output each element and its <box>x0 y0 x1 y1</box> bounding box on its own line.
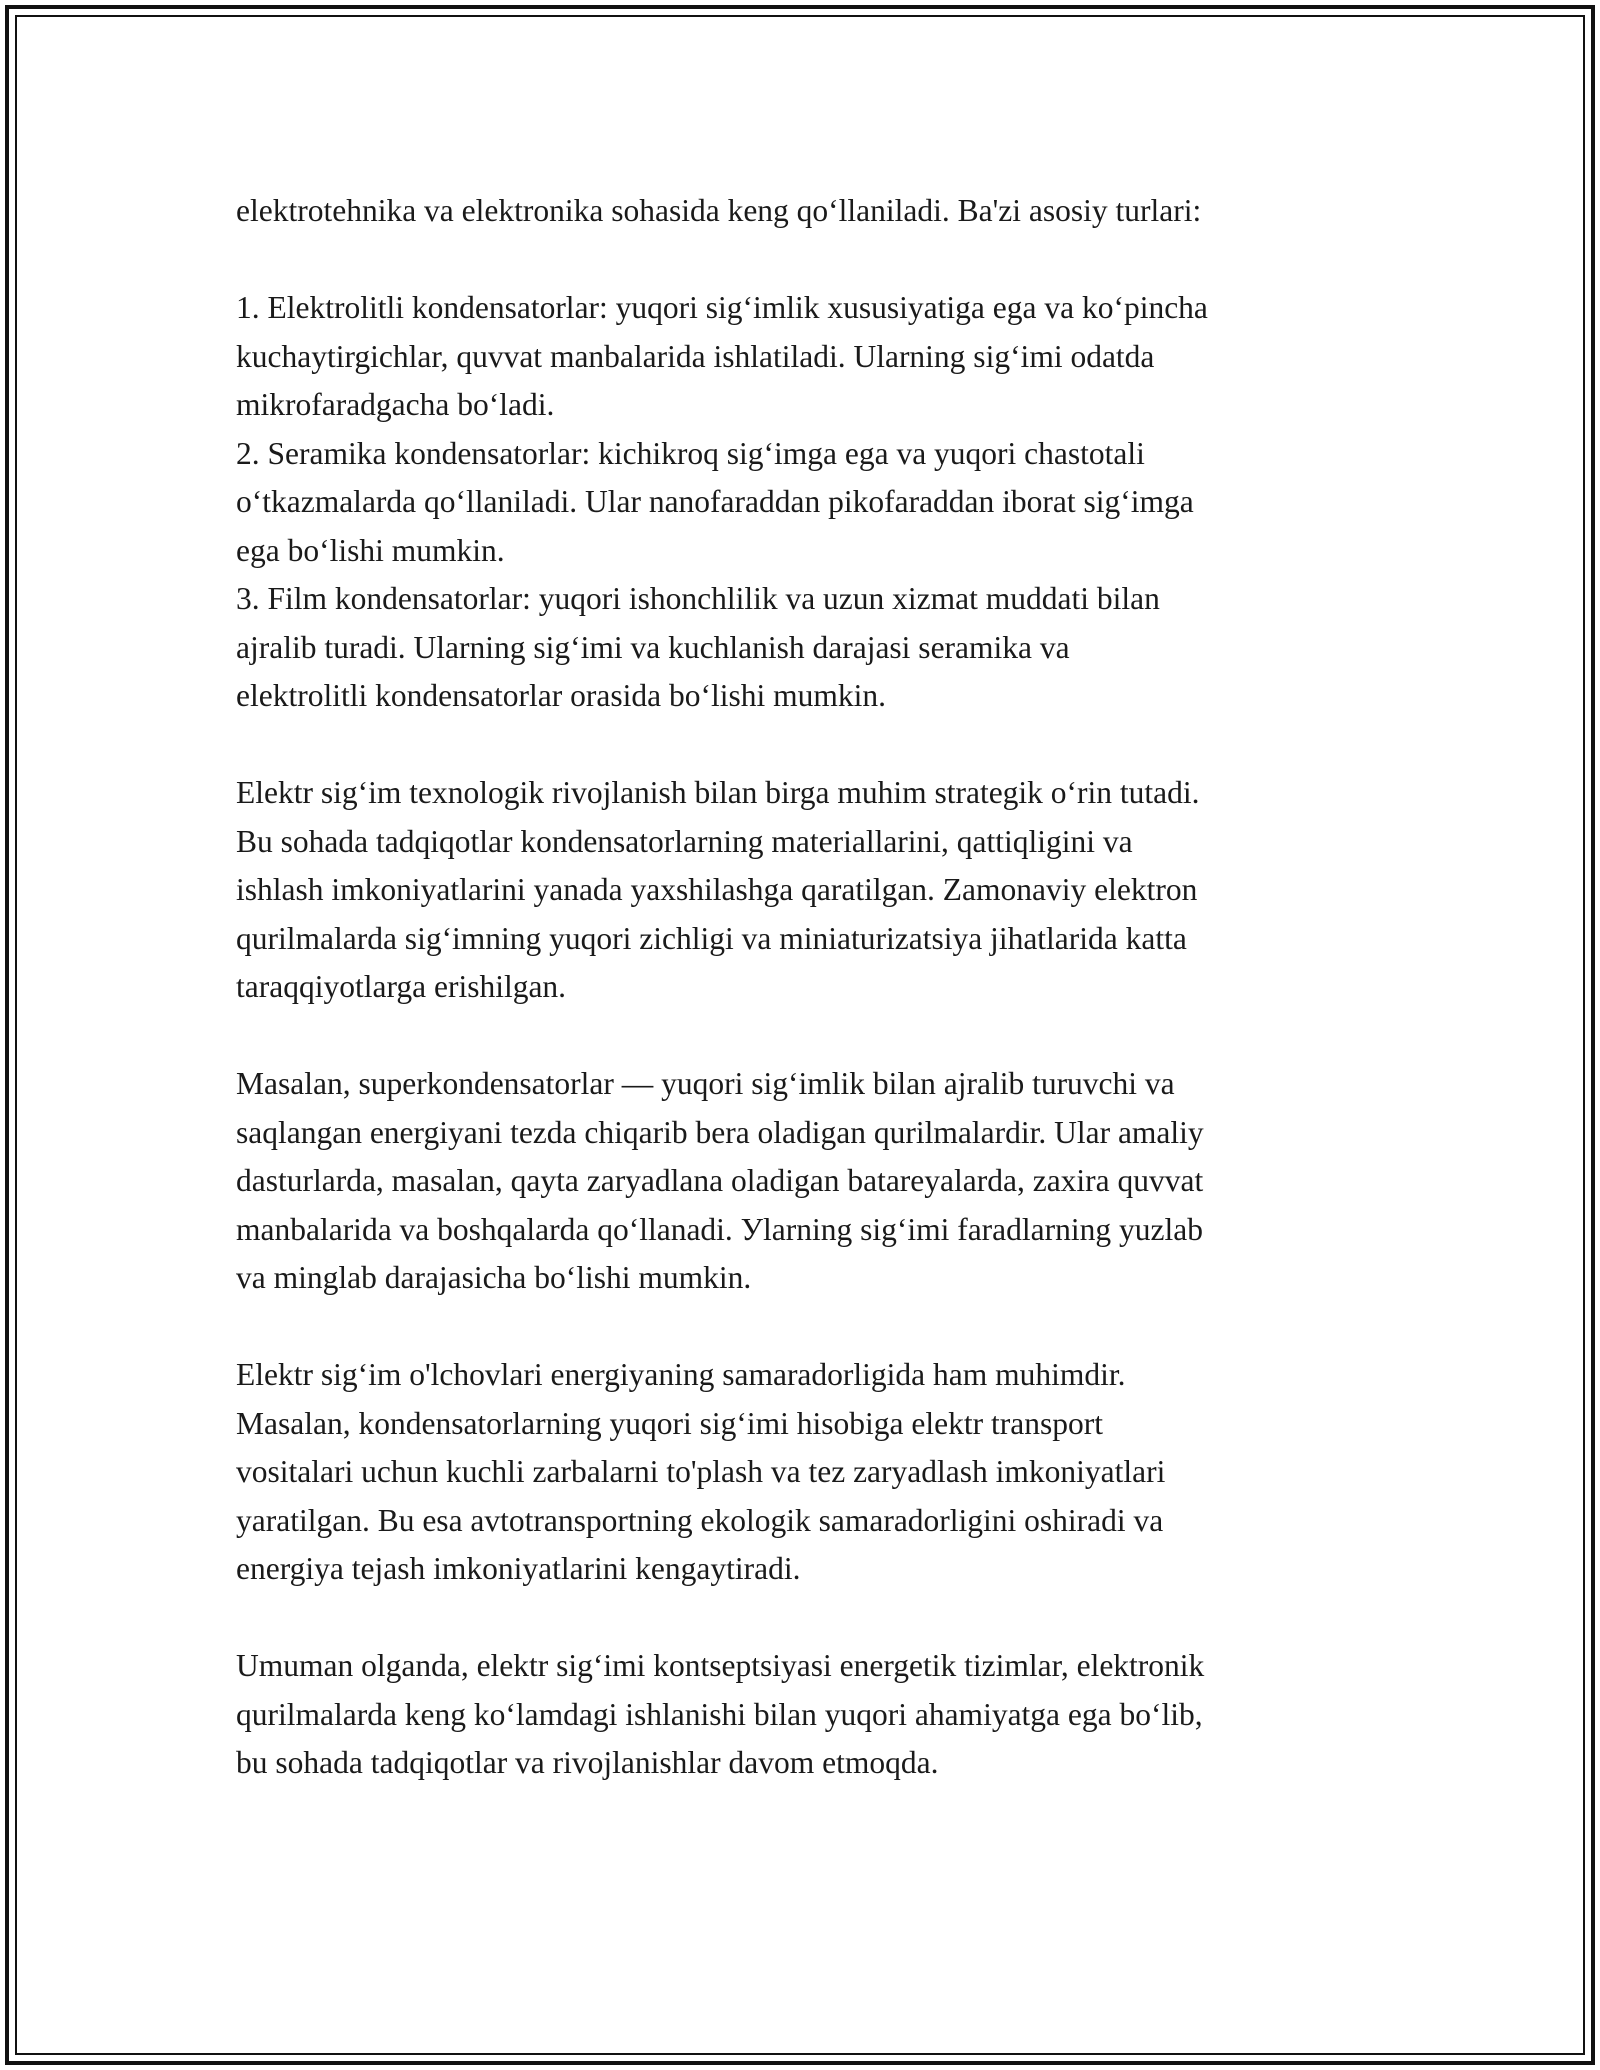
text-line: bu sohada tadqiqotlar va rivojlanishlar davom etmoqda. <box>236 1745 939 1780</box>
paragraph-technology <box>236 769 1376 1012</box>
text-line: energiya tejash imkoniyatlarini kengaytiradi. <box>236 1551 801 1586</box>
text-line: kuchaytirgichlar, quvvat manbalarida ishlatiladi. Ularning sig‘imi odatda <box>236 338 1155 374</box>
list-item-film <box>236 575 1376 721</box>
text-line: Masalan, kondensatorlarning yuqori sig‘imi hisobiga elektr transport <box>236 1405 1103 1441</box>
text-line: dasturlarda, masalan, qayta zaryadlana oladigan batareyalarda, zaxira quvvat <box>236 1163 1204 1198</box>
text-line: Elektr sig‘im texnologik rivojlanish bilan birga muhim strategik o‘rin tutadi. <box>236 775 1200 810</box>
text-line: Umuman olganda, elektr sig‘imi kontseptsiyasi energetik tizimlar, elektronik <box>236 1648 1205 1683</box>
intro-paragraph <box>236 187 1376 236</box>
text-line: manbalarida va boshqalarda qo‘llanadi. Уlarning sig‘imi faradlarning yuzlab <box>236 1211 1203 1247</box>
text-line: Bu sohada tadqiqotlar kondensatorlarning materiallarini, qattiqligini va <box>236 823 1133 859</box>
text-line: qurilmalarda keng ko‘lamdagi ishlanishi bilan yuqori ahamiyatga ega bo‘lib, <box>236 1696 1203 1732</box>
text-line: vositalari uchun kuchli zarbalarni to'plash va tez zaryadlash imkoniyatlari <box>236 1454 1166 1489</box>
text-line: taraqqiyotlarga erishilgan. <box>236 969 567 1004</box>
text-line: va minglab darajasicha bo‘lishi mumkin. <box>236 1260 752 1295</box>
text-line: 3. Film kondensatorlar: yuqori ishonchlilik va uzun xizmat muddati bilan <box>236 581 1160 616</box>
text-line: ishlash imkoniyatlarini yanada yaxshilashga qaratilgan. Zamonaviy elektron <box>236 872 1198 907</box>
text-line: o‘tkazmalarda qo‘llaniladi. Ular nanofaraddan pikofaraddan iborat sig‘imga <box>236 484 1194 519</box>
text-line: elektrolitli kondensatorlar orasida bo‘lishi mumkin. <box>236 678 886 713</box>
text-line: mikrofaradgacha bo‘ladi. <box>236 387 555 422</box>
paragraph-efficiency <box>236 1351 1376 1594</box>
paragraph-supercapacitors <box>236 1060 1376 1303</box>
capacitor-types-list <box>236 284 1376 721</box>
text-line: Masalan, superkondensatorlar — yuqori sig‘imlik bilan ajralib turuvchi va <box>236 1066 1175 1101</box>
list-item-electrolytic <box>236 284 1376 430</box>
document-body <box>236 187 1376 1836</box>
text-line: ega bo‘lishi mumkin. <box>236 532 505 568</box>
text-line: ajralib turadi. Ularning sig‘imi va kuchlanish darajasi seramika va <box>236 629 1070 665</box>
text-line: yaratilgan. Bu esa avtotransportning ekologik samaradorligini oshiradi va <box>236 1502 1164 1538</box>
text-line: qurilmalarda sig‘imning yuqori zichligi va miniaturizatsiya jihatlarida katta <box>236 920 1187 956</box>
paragraph-conclusion <box>236 1642 1376 1788</box>
text-line: saqlangan energiyani tezda chiqarib bera oladigan qurilmalardir. Ular amaliy <box>236 1114 1204 1150</box>
text-line: Elektr sig‘im o'lchovlari energiyaning samaradorligida ham muhimdir. <box>236 1357 1126 1392</box>
list-item-ceramic <box>236 430 1376 576</box>
text-line: 1. Elektrolitli kondensatorlar: yuqori sig‘imlik xususiyatiga ega va ko‘pincha <box>236 290 1208 325</box>
text-line: 2. Seramika kondensatorlar: kichikroq sig‘imga ega va yuqori chastotali <box>236 435 1145 471</box>
text-line: elektrotehnika va elektronika sohasida keng qo‘llaniladi. Ba'zi asosiy turlari: <box>236 193 1202 228</box>
